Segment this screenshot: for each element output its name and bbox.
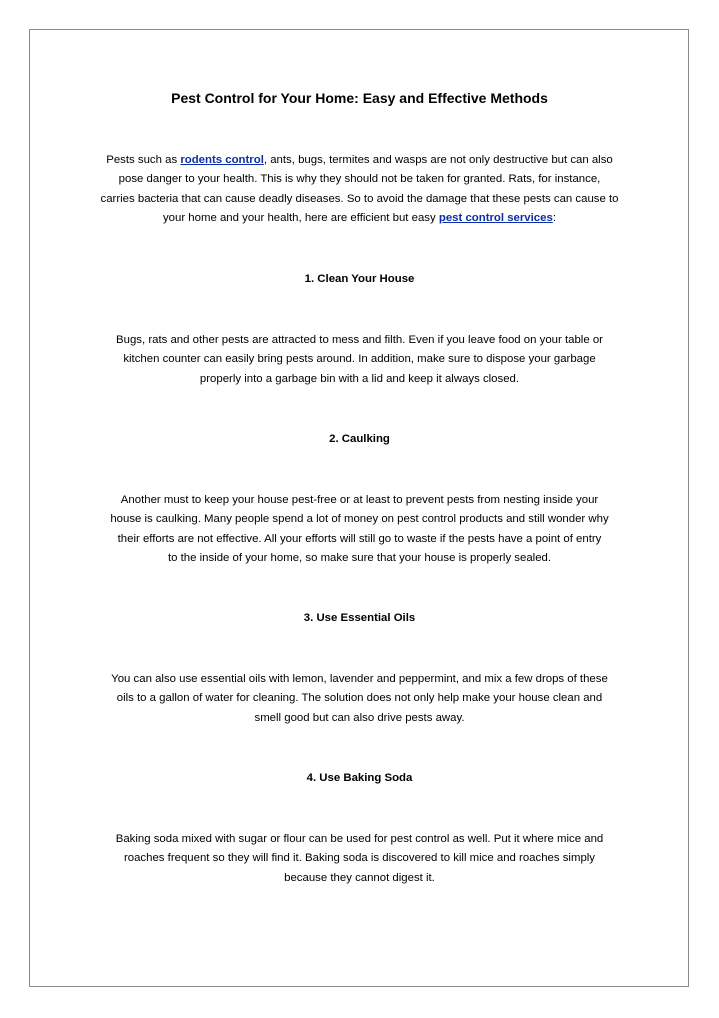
section-body-clean-house [86,331,633,389]
section-line: properly into a garbage bin with a lid and keep it always closed. [199,372,520,385]
section-heading-caulking: 2. Caulking [329,433,390,445]
intro-paragraph [86,151,633,228]
section-line: Bugs, rats and other pests are attracted to mess and filth. Even if you leave food on your table or [116,334,603,346]
intro-line-4-before: your home and your health, here are efficient but easy [162,211,439,224]
pest-control-services-link[interactable]: pest control services [438,211,553,224]
section-line: Baking soda mixed with sugar or flour can be used for pest control as well. Put it where mice and [115,833,604,845]
rodents-control-link[interactable]: rodents control [180,154,264,166]
section-line: house is caulking. Many people spend a lot of money on pest control products and still wonder why [110,513,609,526]
intro-line-4-after: : [552,211,556,224]
section-line: to the inside of your home, so make sure that your house is properly sealed. [167,551,552,564]
page-title: Pest Control for Your Home: Easy and Effective Methods [171,90,548,106]
section-body-baking-soda [86,830,633,888]
section-body-caulking [86,491,633,568]
section-line: because they cannot digest it. [284,871,435,884]
section-line: their efforts are not effective. All your efforts will still go to waste if the pests have a point of entry [117,532,602,545]
section-body-essential-oils [86,670,633,728]
intro-line-3: carries bacteria that can cause deadly diseases. So to avoid the damage that these pests can cause to [100,192,619,205]
section-line: Another must to keep your house pest-free or at least to prevent pests from nesting inside your [120,494,599,506]
section-heading-essential-oils: 3. Use Essential Oils [303,612,416,624]
section-line: smell good but can also drive pests away. [254,711,465,724]
intro-line-4 [86,209,633,228]
section-line: You can also use essential oils with lemon, lavender and peppermint, and mix a few drops of these [111,673,608,685]
intro-line-1 [86,151,633,170]
intro-line-1-before: Pests such as [106,154,181,166]
section-line: roaches frequent so they will find it. Baking soda is discovered to kill mice and roaches simply [123,852,596,865]
section-heading-clean-house: 1. Clean Your House [304,273,415,285]
intro-line-2: pose danger to your health. This is why they should not be taken for granted. Rats, for instance, [118,173,601,186]
intro-line-1-after: , ants, bugs, termites and wasps are not only destructive but can also [263,154,613,166]
section-line: kitchen counter can easily bring pests around. In addition, make sure to dispose your garbage [123,353,596,366]
section-heading-baking-soda: 4. Use Baking Soda [306,772,413,784]
section-line: oils to a gallon of water for cleaning. The solution does not only help make your house clean and [116,692,603,705]
